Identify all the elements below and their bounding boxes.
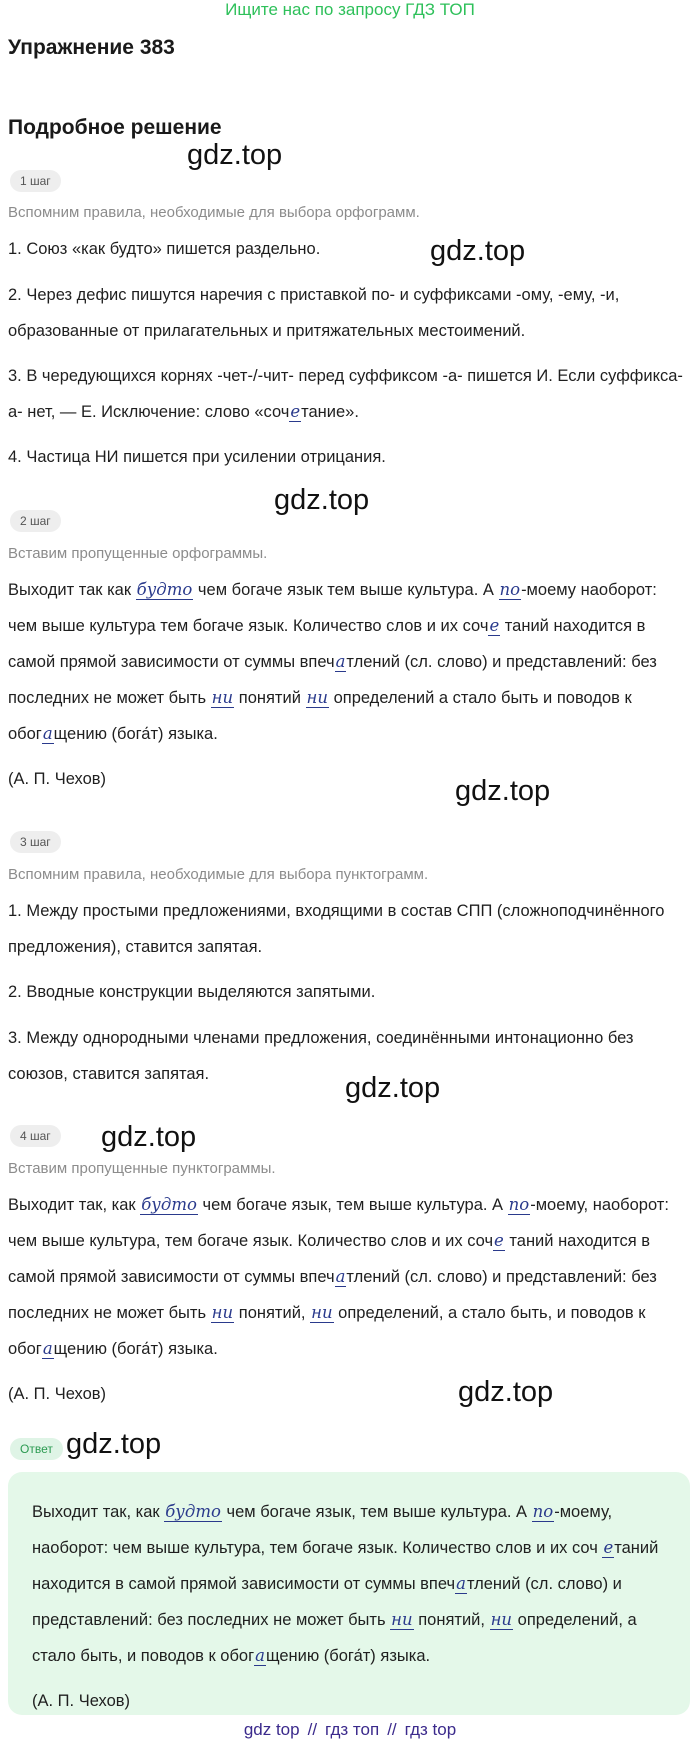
- handwritten-insert: а: [335, 652, 346, 671]
- text-segment: щению (бога́т) языка.: [53, 725, 218, 743]
- answer-badge: Ответ: [10, 1438, 63, 1460]
- handwritten-insert: ни: [311, 1303, 333, 1322]
- text-segment: таний находится в самой прямой зависимости от суммы впеч: [8, 617, 646, 671]
- watermark: gdz.top: [458, 1376, 554, 1408]
- text-segment: тлений (сл. слово) и представлений: без последних не может быть: [32, 1575, 622, 1629]
- text-segment: понятий,: [234, 1304, 311, 1322]
- rule-3-tail: тание».: [301, 403, 359, 421]
- handwritten-insert: е: [489, 616, 500, 635]
- watermark: gdz.top: [455, 775, 551, 807]
- watermark: gdz.top: [274, 484, 370, 516]
- text-segment: Выходит так как: [8, 581, 136, 599]
- search-banner: Ищите нас по запросу ГДЗ ТОП: [225, 0, 475, 19]
- text-segment: чем богаче язык тем выше культура. А: [193, 581, 499, 599]
- step-4-author: (А. П. Чехов): [8, 1385, 107, 1403]
- step-1-badge: 1 шаг: [10, 170, 61, 192]
- handwritten-insert: ни: [211, 1303, 234, 1322]
- footer-link-2[interactable]: гдз топ: [325, 1720, 380, 1739]
- step-1-note: Вспомним правила, необходимые для выбора орфограмм.: [8, 204, 420, 221]
- handwritten-insert: по: [532, 1502, 554, 1521]
- step-2-text: [8, 572, 688, 752]
- footer-links: [0, 1720, 700, 1740]
- text-segment: тлений (сл. слово) и представлений: без последних не может быть: [8, 653, 657, 707]
- text-segment: таний находится в самой прямой зависимости от суммы впеч: [8, 1232, 650, 1286]
- handwritten-insert: ни: [211, 688, 234, 707]
- watermark: gdz.top: [345, 1072, 441, 1104]
- text-segment: таний находится в самой прямой зависимости от суммы впеч: [32, 1539, 659, 1593]
- step-3-rule-2: 2. Вводные конструкции выделяются запятыми.: [8, 983, 376, 1001]
- handwritten-insert: по: [508, 1195, 530, 1214]
- text-segment: щению (бога́т) языка.: [53, 1340, 218, 1358]
- text-segment: определений, а стало быть, и поводов к обог: [32, 1611, 637, 1665]
- step-4-text: [8, 1187, 688, 1367]
- step-3-rule-1: 1. Между простыми предложениями, входящими в состав СПП (сложноподчинённого предложения), ставится запятая.: [8, 902, 665, 956]
- handwritten-insert: ни: [391, 1610, 413, 1629]
- footer-link-1[interactable]: gdz top: [243, 1720, 300, 1739]
- watermark: gdz.top: [101, 1121, 197, 1153]
- step-4-note: Вставим пропущенные пунктограммы.: [8, 1160, 276, 1177]
- step-3-note: Вспомним правила, необходимые для выбора пунктограмм.: [8, 866, 429, 883]
- handwritten-insert: ни: [306, 688, 328, 707]
- watermark: gdz.top: [66, 1428, 162, 1460]
- watermark: gdz.top: [187, 139, 283, 171]
- handwritten-insert: а: [42, 724, 53, 743]
- handwritten-insert: е: [603, 1538, 614, 1557]
- text-segment: Выходит так, как: [32, 1503, 165, 1521]
- handwritten-insert: будто: [136, 580, 193, 599]
- rule-3-handwritten: е: [290, 402, 301, 421]
- handwritten-insert: е: [494, 1231, 504, 1250]
- step-1-rule-2: 2. Через дефис пишутся наречия с приставкой по- и суффиксами -ому, -ему, -и, образованные от прилагательных и притяжательных местоимений.: [8, 286, 620, 340]
- step-4-badge: 4 шаг: [10, 1125, 61, 1147]
- text-segment: понятий: [234, 689, 306, 707]
- footer-separator: //: [387, 1720, 397, 1739]
- text-segment: тлений (сл. слово) и представлений: без последних не может быть: [8, 1268, 657, 1322]
- handwritten-insert: а: [335, 1267, 346, 1286]
- footer-link-3[interactable]: гдз top: [404, 1720, 457, 1739]
- footer-separator: //: [307, 1720, 318, 1739]
- rule-3-text: 3. В чередующихся корнях -чет-/-чит- перед суффиксом -а- пишется И. Если суффикса-а- нет, — Е. Исключение: слово «соч: [8, 367, 683, 421]
- text-segment: чем богаче язык, тем выше культура. А: [197, 1196, 508, 1214]
- text-segment: -моему наоборот: чем выше культура тем богаче язык. Количество слов и их соч: [8, 581, 657, 635]
- handwritten-insert: а: [456, 1574, 466, 1593]
- handwritten-insert: а: [255, 1646, 265, 1665]
- handwritten-insert: будто: [141, 1195, 197, 1214]
- step-1-rule-3: [8, 358, 688, 430]
- answer-author: (А. П. Чехов): [32, 1692, 131, 1710]
- text-segment: щению (бога́т) языка.: [265, 1647, 431, 1665]
- step-1-rule-1: 1. Союз «как будто» пишется раздельно.: [8, 240, 321, 258]
- answer-text: [32, 1494, 672, 1674]
- step-2-note: Вставим пропущенные орфограммы.: [8, 545, 268, 562]
- page-title: Упражнение 383: [8, 36, 175, 59]
- handwritten-insert: будто: [165, 1502, 221, 1521]
- step-1-rule-4: 4. Частица НИ пишется при усилении отрицания.: [8, 448, 386, 466]
- section-title: Подробное решение: [8, 116, 222, 139]
- step-2-author: (А. П. Чехов): [8, 770, 107, 788]
- handwritten-insert: а: [42, 1339, 53, 1358]
- text-segment: чем богаче язык, тем выше культура. А: [221, 1503, 532, 1521]
- text-segment: -моему, наоборот: чем выше культура, тем богаче язык. Количество слов и их соч: [8, 1196, 669, 1250]
- text-segment: определений а стало быть и поводов к обог: [8, 689, 632, 743]
- text-segment: -моему, наоборот: чем выше культура, тем богаче язык. Количество слов и их соч: [32, 1503, 613, 1557]
- step-2-badge: 2 шаг: [10, 510, 61, 532]
- step-3-rule-3: 3. Между однородными членами предложения, соединёнными интонационно без союзов, ставится запятая.: [8, 1029, 634, 1083]
- text-segment: понятий,: [413, 1611, 490, 1629]
- step-3-badge: 3 шаг: [10, 831, 61, 853]
- handwritten-insert: ни: [490, 1610, 513, 1629]
- watermark: gdz.top: [430, 235, 526, 267]
- handwritten-insert: по: [499, 580, 521, 599]
- text-segment: Выходит так, как: [8, 1196, 141, 1214]
- text-segment: определений, а стало быть, и поводов к обог: [8, 1304, 646, 1358]
